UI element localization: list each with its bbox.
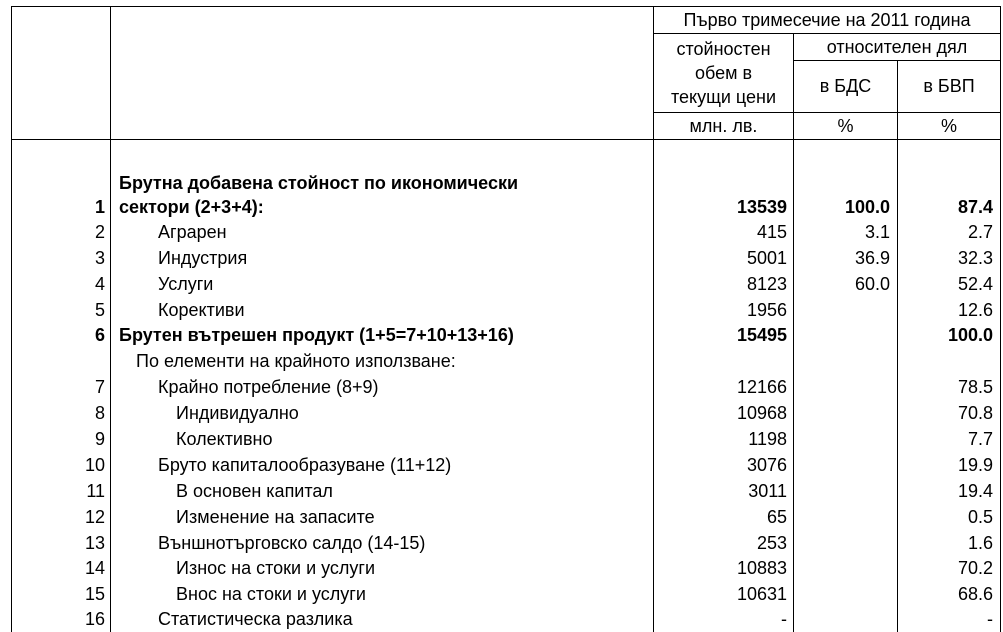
row-bvp: 100.0 <box>947 325 993 345</box>
row-number: 12 <box>84 507 105 527</box>
row-label: Колективно <box>176 429 273 449</box>
share-header: относителен дял <box>826 37 968 57</box>
line-num-col <box>110 6 111 632</box>
row-bds: 36.9 <box>854 248 890 268</box>
row-bvp: 7.7 <box>967 429 993 449</box>
row-bds: 60.0 <box>854 274 890 294</box>
row-label: сектори (2+3+4): <box>119 197 264 217</box>
row-label: Статистическа разлика <box>158 609 353 629</box>
border-right <box>1000 6 1001 632</box>
row-bvp: 78.5 <box>957 377 993 397</box>
row-value: 3011 <box>748 481 787 501</box>
row-number: 2 <box>94 222 105 242</box>
row-label: Изменение на запасите <box>176 507 375 527</box>
row-number: 7 <box>94 377 105 397</box>
row-bvp: 52.4 <box>957 274 993 294</box>
row-number: 5 <box>94 300 105 320</box>
row-number: 14 <box>84 558 105 578</box>
row-number: 6 <box>94 325 105 345</box>
row-bvp: - <box>987 609 993 629</box>
row-label: Индустрия <box>158 248 248 268</box>
unit-bds: % <box>837 116 854 136</box>
row-value: 415 <box>756 222 787 242</box>
row-number: 1 <box>94 197 105 217</box>
row-value: 10968 <box>736 403 787 423</box>
unit-value: млн. лв. <box>689 116 758 136</box>
row-label: Износ на стоки и услуги <box>176 558 376 578</box>
row-bvp: 19.9 <box>957 455 993 475</box>
row-value: 13539 <box>736 197 787 217</box>
row-label: Брутна добавена стойност по икономически <box>119 173 519 193</box>
row-number: 3 <box>94 248 105 268</box>
row-bvp: 32.3 <box>957 248 993 268</box>
row-label: Външнотърговско салдо (14-15) <box>158 533 426 553</box>
row-label: Крайно потребление (8+9) <box>158 377 379 397</box>
row-bvp: 1.6 <box>967 533 993 553</box>
border-top <box>11 6 1001 7</box>
row-number: 8 <box>94 403 105 423</box>
row-label: Аграрен <box>158 222 227 242</box>
row-value: 3076 <box>746 455 787 475</box>
row-label: Индивидуално <box>176 403 299 423</box>
row-label: Услуги <box>158 274 214 294</box>
row-value: - <box>781 609 787 629</box>
row-number: 9 <box>94 429 105 449</box>
row-label: Бруто капиталообразуване (11+12) <box>158 455 452 475</box>
row-label: В основен капитал <box>176 481 333 501</box>
row-number: 4 <box>94 274 105 294</box>
row-bvp: 70.2 <box>957 558 993 578</box>
row-bvp: 68.6 <box>957 584 993 604</box>
row-number: 15 <box>84 584 105 604</box>
row-value: 253 <box>756 533 787 553</box>
row-bvp: 19.4 <box>957 481 993 501</box>
row-bvp: 0.5 <box>967 507 993 527</box>
bds-col-header: в БДС <box>819 76 872 96</box>
value-col-header-line-2: обем в <box>694 63 753 83</box>
row-value: 65 <box>766 507 787 527</box>
row-value: 12166 <box>736 377 787 397</box>
line-above-units <box>653 112 1001 113</box>
header-bottom-line <box>11 139 1001 140</box>
row-bvp: 2.7 <box>967 222 993 242</box>
row-label: Корективи <box>158 300 245 320</box>
row-value: 10631 <box>736 584 787 604</box>
value-col-header-line-3: текущи цени <box>670 87 777 107</box>
line-under-period <box>653 33 1001 34</box>
row-bvp: 12.6 <box>957 300 993 320</box>
row-number: 16 <box>84 609 105 629</box>
row-bds: 3.1 <box>864 222 890 242</box>
row-value: 1198 <box>748 429 787 449</box>
row-value: 8123 <box>746 274 787 294</box>
row-value: 10883 <box>736 558 787 578</box>
row-value: 15495 <box>736 325 787 345</box>
period-header: Първо тримесечие на 2011 година <box>683 10 971 30</box>
row-number: 11 <box>86 481 105 501</box>
row-value: 1956 <box>746 300 787 320</box>
row-label: По елементи на крайното използване: <box>136 351 456 371</box>
row-number: 13 <box>84 533 105 553</box>
unit-bvp: % <box>940 116 957 136</box>
row-bds: 100.0 <box>844 197 890 217</box>
row-label: Брутен вътрешен продукт (1+5=7+10+13+16) <box>119 325 514 345</box>
row-number: 10 <box>84 455 105 475</box>
bvp-col-header: в БВП <box>923 76 975 96</box>
row-bvp: 70.8 <box>957 403 993 423</box>
row-label: Внос на стоки и услуги <box>176 584 366 604</box>
value-col-header-line-1: стойностен <box>676 39 771 59</box>
row-value: 5001 <box>746 248 787 268</box>
row-bvp: 87.4 <box>957 197 993 217</box>
